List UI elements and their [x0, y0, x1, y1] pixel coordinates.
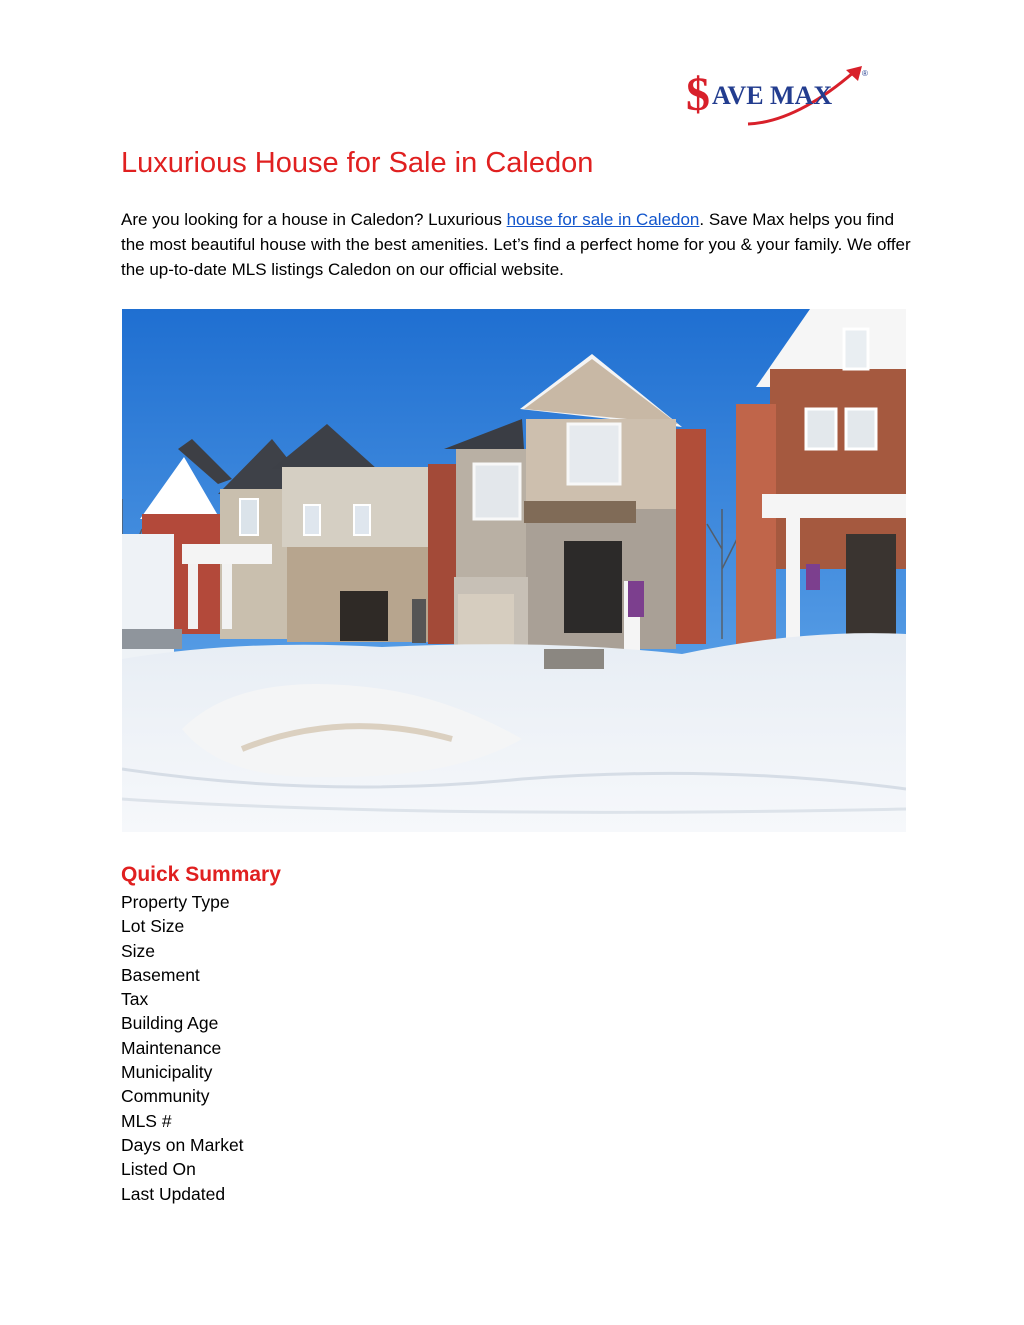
summary-item-basement: Basement	[121, 964, 200, 985]
logo-wordmark: AVE MAX	[712, 81, 833, 110]
summary-item-tax: Tax	[121, 989, 149, 1010]
summary-item-days-on-market: Days on Market	[121, 1134, 244, 1155]
quick-summary-list	[121, 890, 244, 1206]
house-photo	[122, 309, 906, 832]
house-for-sale-link[interactable]: house for sale in Caledon	[506, 210, 700, 229]
summary-item-last-updated: Last Updated	[121, 1183, 226, 1204]
summary-item-maintenance: Maintenance	[121, 1037, 222, 1058]
summary-item-listed-on: Listed On	[121, 1159, 196, 1180]
logo-dollar-s: $	[686, 68, 710, 121]
intro-text-before: Are you looking for a house in Caledon? Luxurious	[121, 210, 507, 229]
save-max-logo	[686, 66, 870, 130]
intro-paragraph	[121, 207, 911, 282]
summary-item-size: Size	[121, 940, 156, 961]
logo-registered: ®	[862, 69, 868, 78]
intro-text-after: . Save Max helps you find the most beautiful house with the best amenities. Let’s find a perfect home for you & your family. We offer the up-to-date MLS listings Caledon on our official website.	[121, 210, 911, 279]
summary-item-municipality: Municipality	[121, 1062, 213, 1083]
summary-item-building-age: Building Age	[121, 1013, 219, 1034]
summary-item-lot-size: Lot Size	[121, 916, 185, 937]
summary-item-mls: MLS #	[121, 1110, 172, 1131]
summary-item-property-type: Property Type	[121, 892, 230, 912]
summary-item-community: Community	[121, 1086, 210, 1107]
quick-summary-heading: Quick Summary	[121, 863, 281, 886]
page-title: Luxurious House for Sale in Caledon	[121, 147, 594, 179]
